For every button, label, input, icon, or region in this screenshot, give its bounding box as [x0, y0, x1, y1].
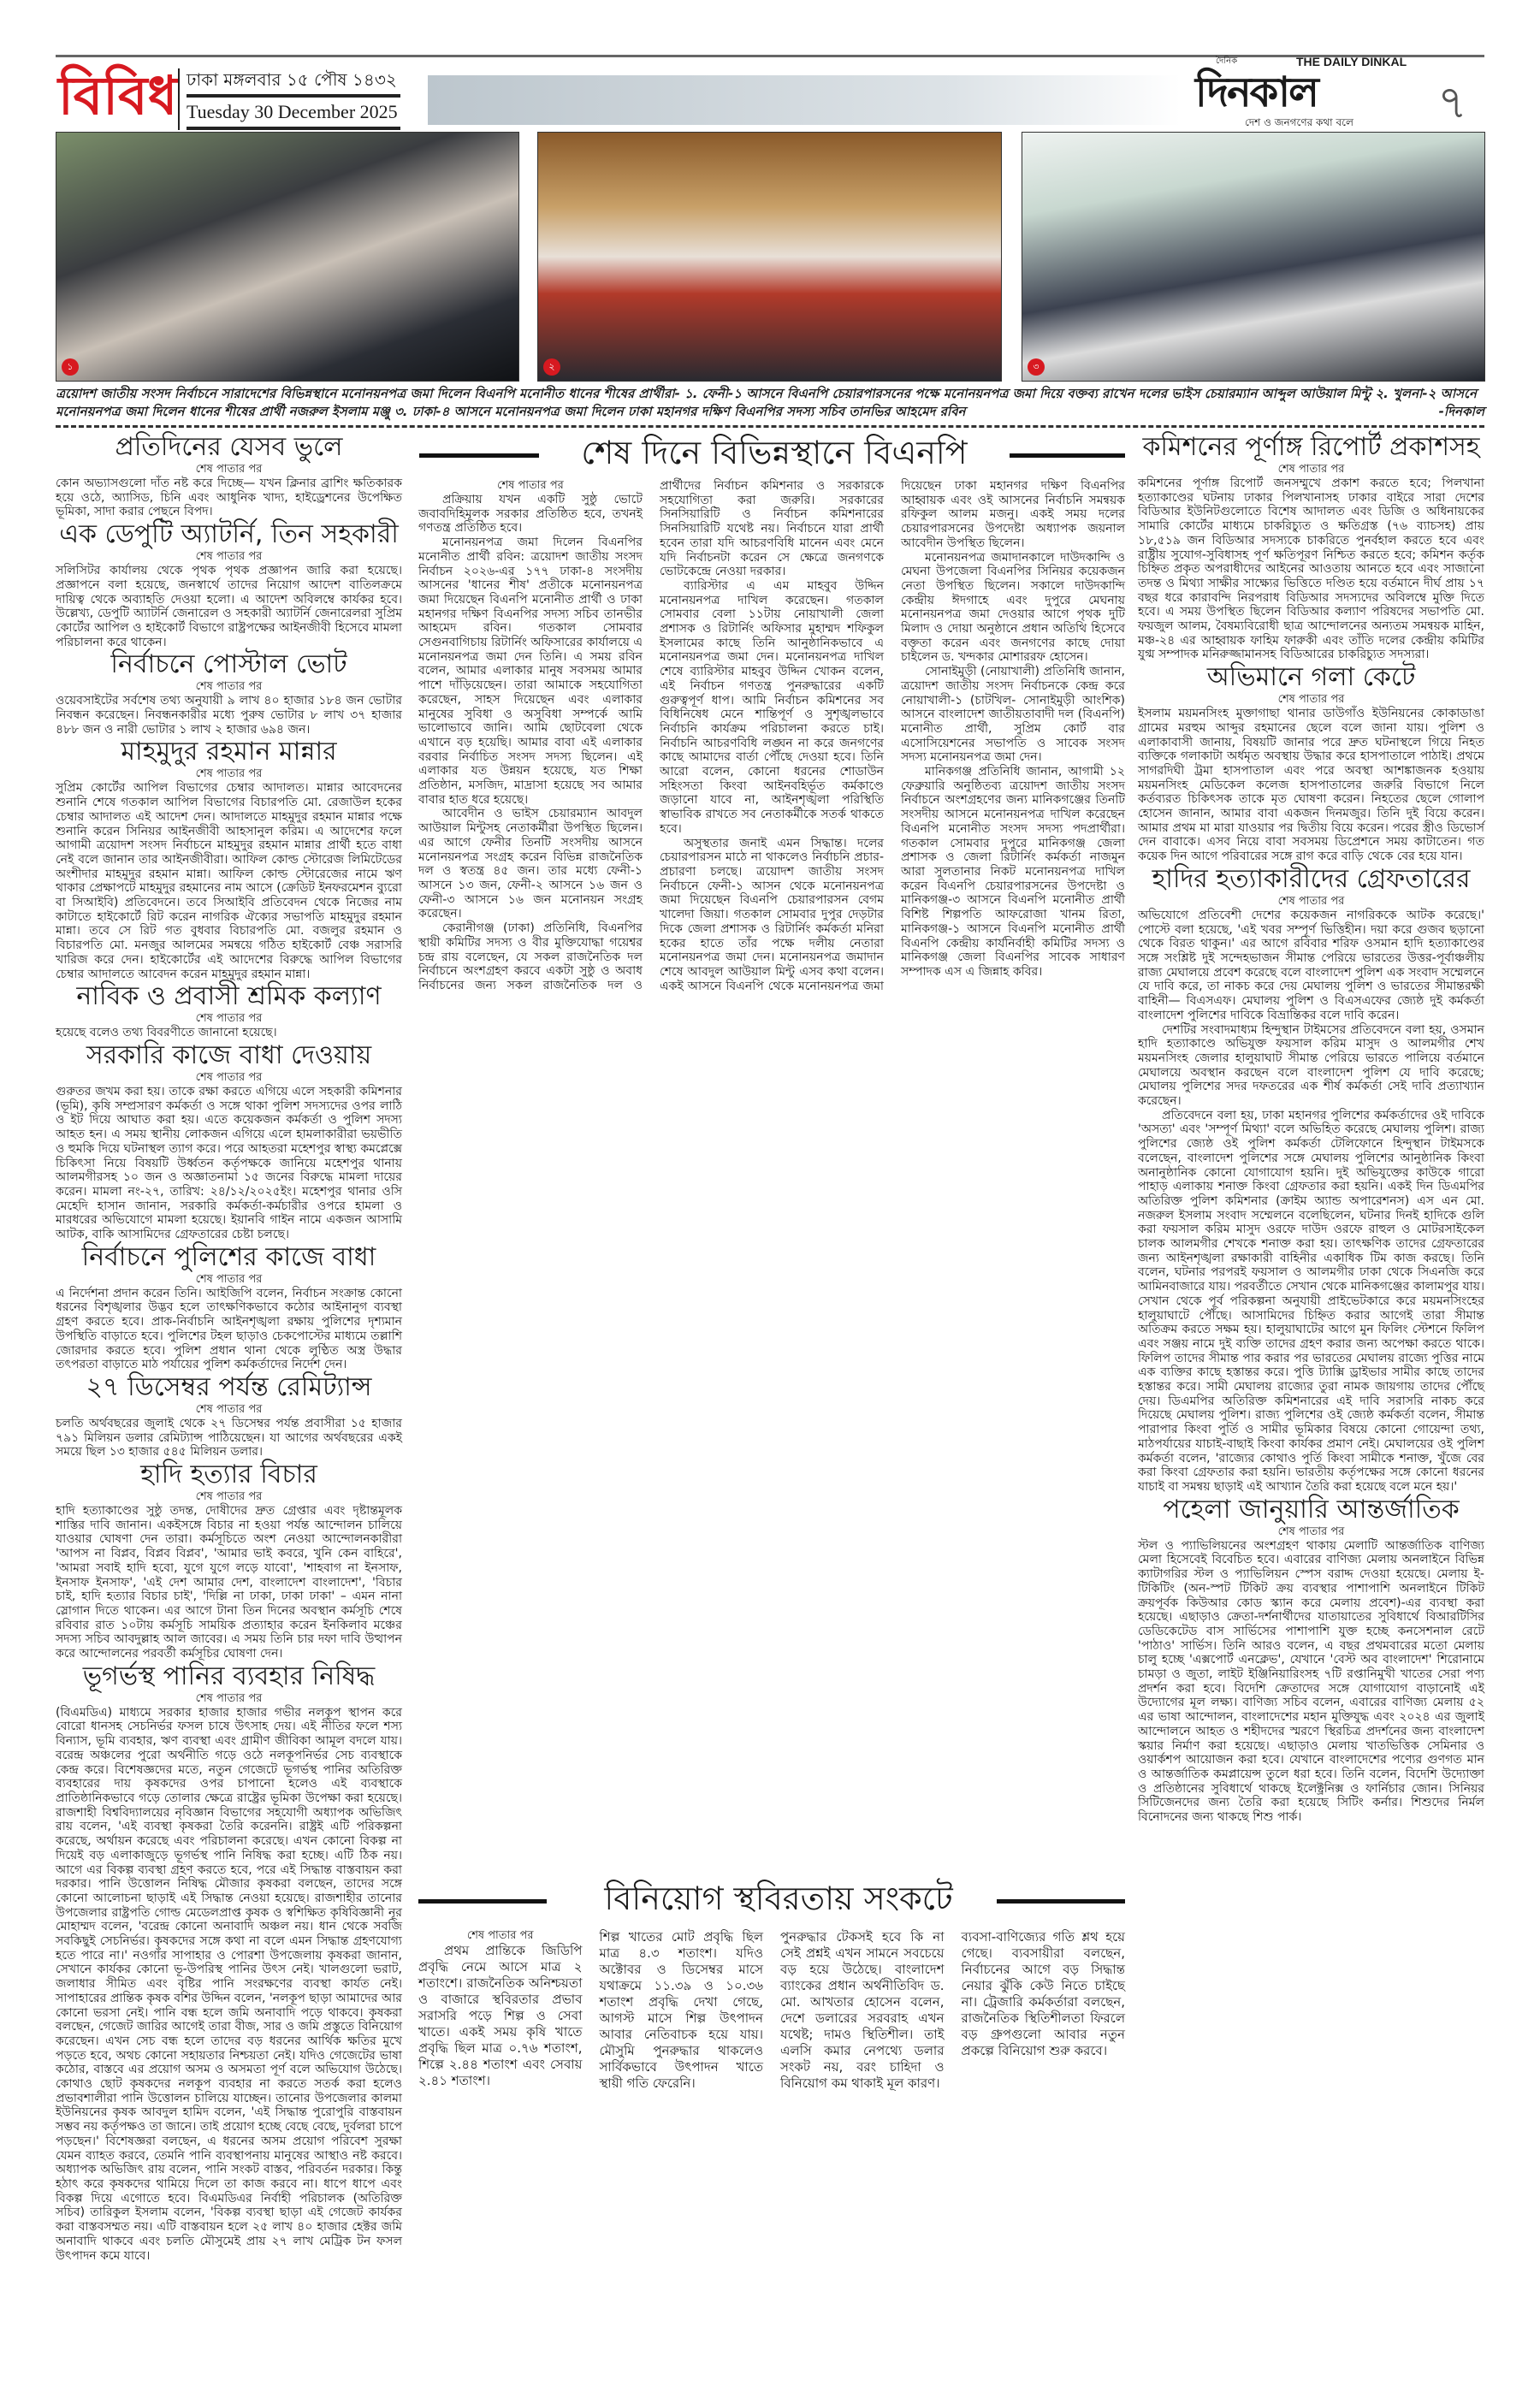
investment-headline: বিনিয়োগ স্থবিরতায় সংকটে: [604, 1880, 953, 1917]
logo-wordmark: দিনকাল: [1195, 68, 1318, 116]
headline-rule-left: [418, 1899, 547, 1904]
continued-from-label: শেষ পাতার পর: [1277, 463, 1345, 476]
article-headline: কমিশনের পূর্ণাঙ্গ রিপোর্ট প্রকাশসহ: [1142, 432, 1480, 462]
continued-from-label: শেষ পাতার পর: [195, 1402, 263, 1416]
photo-number-badge: ৩: [1028, 358, 1045, 376]
logo-prefix: দৈনিক: [1216, 56, 1238, 66]
article-headline: পহেলা জানুয়ারি আন্তর্জাতিক: [1163, 1494, 1460, 1525]
news-photo-2: [537, 132, 1002, 382]
article-paragraph: শিল্প খাতের মোট প্রবৃদ্ধি ছিল মাত্র ৪.৩ শতাংশ। যদিও অক্টোবর ও ডিসেম্বর মাসে যথাক্রমে ১১.৩৯ ও ১০.৩৬ শতাংশ প্রবৃদ্ধি দেখা গেছে, আগস্ট মাসে শিল্প উৎপাদন আবার নেতিবাচক হয়ে যায়। মৌসুমি পুনরুদ্ধার থাকলেও সার্বিকভাবে উৎপাদন খাতে স্থায়ী গতি ফেরেনি।: [599, 1929, 763, 2091]
article-paragraph: প্রথম প্রান্তিকে জিডিপি প্রবৃদ্ধি নেমে আসে মাত্র ২ শতাংশে। রাজনৈতিক অনিশ্চয়তা ও বাজারে স্থবিরতার প্রভাব সরাসরি পড়ে শিল্প ও সেবা খাতে। একই সময় কৃষি খাতে প্রবৃদ্ধি ছিল মাত্র ০.৭৬ শতাংশ, শিল্পে ২.৪৪ শতাংশ এবং সেবায় ২.৪১ শতাংশ।: [418, 1943, 583, 2088]
continued-from-label: শেষ পাতার পর: [195, 1490, 263, 1504]
article-headline: নাবিক ও প্রবাসী শ্রমিক কল্যাণ: [76, 981, 382, 1012]
column-1: [56, 432, 402, 2263]
continued-from-label: শেষ পাতার পর: [195, 1691, 263, 1705]
caption-text: ত্রয়োদশ জাতীয় সংসদ নির্বাচনে সারাদেশের বিভিন্নস্থানে মনোনয়নপত্র জমা দিলেন বিএনপি মনোনীত ধানের শীষের প্রার্থীরা- ১. ফেনী-১ আসনে বিএনপি চেয়ারপারসনের পক্ষে মনোনয়নপত্র জমা দিয়ে বক্তব্য রাখেন দলের ভাইস চেয়ারম্যান আব্দুল আউয়াল মিন্টু ২. খুলনা-২ আসনে মনোনয়নপত্র জমা দিলেন ধানের শীষের প্রার্থী নজরুল ইসলাম মঞ্জু ৩. ঢাকা-৪ আসনে মনোনয়নপত্র জমা দিলেন ঢাকা মহানগর দক্ষিণ বিএনপির সদস্য সচিব তানভির আহমেদ রবিন: [56, 386, 1477, 419]
article-headline: মাহমুদুর রহমান মান্নার: [121, 737, 337, 767]
investment-article-body: [418, 1929, 1125, 2092]
logo-english: THE DAILY DINKAL: [1296, 55, 1407, 68]
article-paragraph: গুরুতর জখম করা হয়। তাকে রক্ষা করতে এগিয়ে এলে সহকারী কমিশনার (ভূমি), কৃষি সম্প্রসারণ কর্মকর্তা ও সঙ্গে থাকা পুলিশ সদস্যদের ওপর লাঠি ও ইট দিয়ে আঘাত করা হয়। এতে কয়েকজন কর্মকর্তা ও পুলিশ সদস্য আহত হন। এ সময় স্থানীয় লোকজন এগিয়ে এলে হামলাকারীরা ভয়ভীতি ও হুমকি দিয়ে ঘটনাস্থল ত্যাগ করে। পরে আহতরা মহেশপুর স্বাস্থ্য কমপ্লেক্সে চিকিৎসা নিয়ে বিষয়টি উর্ধ্বতন কর্তৃপক্ষকে জানিয়ে মহেশপুর থানায় আলমগীরসহ ১০ জন ও অজ্ঞাতনামা ১৫ জনের বিরুদ্ধে মামলা দায়ের করেন। মামলা নং-২৭, তারিখ: ২৪/১২/২০২৫ইং। মহেশপুর থানার ওসি মেহেদি হাসান জানান, সরকারি কর্মকর্তা-কর্মচারীর ওপরে হামলা ও মারধরের অভিযোগে মামলা হয়েছে। ইয়ানবি গাইন নামে একজন আসামি আটক, বাকি আসামিদের গ্রেফতারের চেষ্টা চলছে।: [56, 1084, 402, 1242]
continued-from-label: শেষ পাতার পর: [195, 1012, 263, 1026]
news-photo-1: [56, 132, 519, 382]
article-paragraph: মনোনয়নপত্র জমাদানকালে দাউদকান্দি ও মেঘনা উপজেলা বিএনপির সিনিয়র কয়েকজন নেতা উপস্থিত ছিলেন। সকালে দাউদকান্দি কেন্দ্রীয় ঈদগাহে এবং দুপুরে মেঘনায় মনোনয়নপত্র জমা দেওয়ার আগে পৃথক দুটি মিলাদ ও দোয়া অনুষ্ঠানে প্রধান অতিথি হিসেবে বক্তৃতা করেন এবং জনগণের কাছে দোয়া চাইলেন ড. খন্দকার মোশাররফ হোসেন।: [901, 550, 1125, 665]
article-paragraph: কোন অভ্যাসগুলো দাঁত নষ্ট করে দিচ্ছে— যখন ক্লিনার ব্রাশিং ক্ষতিকারক হয়ে ওঠে, অ্যাসিড, চিনি এবং আধুনিক খাদ্য, হাইড্রেশনের উপেক্ষিত ভূমিকা, সাদা করার পেছনে বিপদ।: [56, 477, 402, 519]
article-headline: হাদি হত্যার বিচার: [140, 1459, 317, 1490]
section-title: বিবিধ: [58, 64, 178, 127]
continued-from-label: শেষ পাতার পর: [195, 1070, 263, 1084]
article-paragraph: চলতি অর্থবছরের জুলাই থেকে ২৭ ডিসেম্বর পর্যন্ত প্রবাসীরা ১৫ হাজার ৭৯১ মিলিয়ন ডলার রেমিট্যান্স পাঠিয়েছেন। যা আগের অর্থবছরের একই সময়ে ছিল ১৩ হাজার ৫৪৫ মিলিয়ন ডলার।: [56, 1416, 402, 1459]
article-paragraph: অসুস্থতার জনাই এমন সিদ্ধান্ত। দলের চেয়ারপারসন মাঠে না থাকলেও নির্বাচনি প্রচার-প্রচারণা চলছে। ত্রয়োদশ জাতীয় সংসদ নির্বাচনে ফেনী-১ আসন থেকে মনোনয়নপত্র জমা দিয়েছেন বিএনপি চেয়ারপারসন বেগম খালেদা জিয়া। গতকাল সোমবার দুপুর দেড়টার দিকে জেলা প্রশাসক ও রিটার্নিং কর্মকর্তা মনিরা হকের হাতে তাঁর পক্ষে দলীয় নেতারা মনোনয়নপত্র জমা দেন। মনোনয়নপত্র জমাদান শেষে আবদুল আউয়াল মিন্টু এসব কথা বলেন। একই আসনে বিএনপি থেকে মনোনয়নপত্র জমা দিয়েছেন ঢাকা মহানগর দক্ষিণ বিএনপির আহ্বায়ক এবং ওই আসনের নির্বাচনি সমন্বয়ক রফিকুল আলম মজনু। একই সময় দলের চেয়ারপারসনের উপদেষ্টা অধ্যাপক জয়নাল আবেদীন উপস্থিত ছিলেন।: [660, 479, 1125, 993]
article-paragraph: মনোনয়নপত্র জমা দিলেন বিএনপির মনোনীত প্রার্থী রবিন: ত্রয়োদশ জাতীয় সংসদ নির্বাচন ২০২৬-এর ১৭৭ ঢাকা-৪ সংসদীয় আসনের 'ধানের শীষ' প্রতীকে মনোনয়নপত্র জমা দিয়েছেন বিএনপি মনোনীত প্রার্থী ও ঢাকা মহানগর দক্ষিণ বিএনপির সদস্য সচিব তানভীর আহমেদ রবিন। গতকাল সোমবার সেগুনবাগিচায় রিটার্নিং অফিসারের কার্যালয়ে এ মনোনয়নপত্র জমা দেন তিনি। এ সময় রবিন বলেন, আমার এলাকার মানুষ সবসময় আমার পাশে দাঁড়িয়েছেন। তারা আমাকে সহযোগিতা করেছেন, সাহস দিয়েছেন এবং এলাকার মানুষের সুবিধা ও অসুবিধা সম্পর্কে আমি ভালোভাবে জানি। আমি ছোটবেলা থেকে এখানে বড় হয়েছি। আমার বাবা এই এলাকার বরবার নির্বাচিত সংসদ সদস্য ছিলেন। এই এলাকার যত উন্নয়ন হয়েছে, যত শিক্ষা প্রতিষ্ঠান, মসজিদ, মাদ্রাসা হয়েছে সব আমার বাবার হাত ধরে হয়েছে।: [418, 536, 643, 807]
article-headline: এক ডেপুটি অ্যাটর্নি, তিন সহকারী: [59, 519, 399, 550]
newspaper-logo: [1194, 55, 1416, 130]
continued-from-label: শেষ পাতার পর: [1277, 1525, 1345, 1538]
article-headline: নির্বাচনে পুলিশের কাজে বাধা: [81, 1241, 376, 1272]
photo-number-badge: ২: [543, 358, 560, 376]
article-headline: প্রতিদিনের যেসব ভুলে: [115, 432, 343, 462]
article-paragraph: (বিএমডিএ) মাধ্যমে সরকার হাজার হাজার গভীর নলকূপ স্থাপন করে বোরো ধানসহ সেচনির্ভর ফসল চাষে উৎসাহ দেয়। এই নীতির ফলে শস্য বিন্যাস, ভূমি ব্যবহার, ঋণ ব্যবস্থা এবং গ্রামীণ জীবিকা আমূল বদলে যায়। বরেন্দ্র অঞ্চলের পুরো অর্থনীতি গড়ে ওঠে নলকূপনির্ভর সেচ ব্যবস্থাকে কেন্দ্র করে। বিশেষজ্ঞদের মতে, নতুন গেজেটে ভূগর্ভস্থ পানির অতিরিক্ত ব্যবহারের দায় কৃষকদের ওপর চাপানো হলেও এই ব্যবস্থাকে প্রাতিষ্ঠানিকভাবে গড়ে তোলার ক্ষেত্রে রাষ্ট্রের ভূমিকা উপেক্ষা করা হয়েছে। রাজশাহী বিশ্ববিদ্যালয়ের নৃবিজ্ঞান বিভাগের সহযোগী অধ্যাপক অভিজিৎ রায় বলেন, 'এই ব্যবস্থা কৃষকরা তৈরি করেননি। রাষ্ট্রই এটি পরিকল্পনা করেছে, অর্থায়ন করেছে এবং পরিচালনা করেছে। এখন কোনো বিকল্প না দিয়েই বড় এলাকাজুড়ে ভূগর্ভস্থ পানি নিষিদ্ধ করা হচ্ছে। এটি ঠিক নয়। আগে এর বিকল্প ব্যবস্থা গ্রহণ করতে হবে, পরে এই সিদ্ধান্ত বাস্তবায়ন করা দরকার। পানি উত্তোলন নিষিদ্ধ মৌজার কৃষকরা বলছেন, তাদের সঙ্গে কোনো আলোচনা ছাড়াই এই সিদ্ধান্ত নেওয়া হয়েছে। রাজশাহীর তানোর উপজেলার রাষ্ট্রপতি গোল্ড মেডেলপ্রাপ্ত কৃষক ও স্বশিক্ষিত কৃষিবিজ্ঞানী নূর মোহাম্মদ বলেন, 'বরেন্দ্র কোনো অনাবাদি অঞ্চল নয়। ধান থেকে সবজি সবকিছুই সেচনির্ভর। কৃষকদের সঙ্গে কথা না বলে এমন সিদ্ধান্ত গ্রহণযোগ্য হতে পারে না।' নওগাঁর সাপাহার ও পোরশা উপজেলায় কৃষকরা জানান, সেখানে কার্যকর কোনো ভূ-উপরিস্থ পানির উৎস নেই। খালগুলো ভরাট, জলাধার সীমিত এবং বৃষ্টির পানি সংরক্ষণের ব্যবস্থা কার্যত নেই। সাপাহারের প্রান্তিক কৃষক বশির উদ্দিন বলেন, 'নলকূপ ছাড়া আমাদের আর কোনো ভরসা নেই। পানি বন্ধ হলে জমি অনাবাদি পড়ে থাকবে। কৃষকরা বলছেন, গেজেট জারির আগেই তারা বীজ, সার ও জমি প্রস্তুতে বিনিয়োগ করেছেন। এখন সেচ বন্ধ হলে তাদের বড় ধরনের আর্থিক ক্ষতির মুখে পড়তে হবে, অথচ কোনো সহায়তার নিশ্চয়তা নেই। যদিও গেজেটের ভাষা কঠোর, বাস্তবে এর প্রয়োগ অসম ও অসমতা পূর্ণ বলে অভিযোগ উঠেছে। কোথাও ছোট কৃষকদের নলকূপ ব্যবহার না করতে সতর্ক করা হলেও প্রভাবশালীরা পানি উত্তোলন চালিয়ে যাচ্ছেন। তানোর উপজেলার কালমা ইউনিয়নের কৃষক আবদুল হামিদ বলেন, 'এই সিদ্ধান্ত পুরোপুরি বাস্তবায়ন সম্ভব নয় কর্তৃপক্ষও তা জানে। তাই প্রয়োগ হচ্ছে বেছে বেছে, দুর্বলরা চাপে পড়ছেন।' বিশেষজ্ঞরা বলছেন, এ ধরনের অসম প্রয়োগ পরিবেশ সুরক্ষা যেমন ব্যাহত করবে, তেমনি পানি ব্যবস্থাপনায় মানুষের আস্থাও নষ্ট করবে। অধ্যাপক অভিজিৎ রায় বলেন, পানি সংকট বাস্তব, পরিবর্তন দরকার। কিন্তু হঠাৎ করে কৃষকদের থামিয়ে দিলে তা কাজ করবে না। ধাপে ধাপে এবং বিকল্প দিয়ে এগোতে হবে। বিএমডিএর নির্বাহী পরিচালক (অতিরিক্ত সচিব) তারিকুল ইসলাম বলেন, 'বিকল্প ব্যবস্থা ছাড়া এই গেজেট কার্যকর করা বাস্তবসম্মত নয়। এটি বাস্তবায়ন হলে ২৫ লাখ ৪০ হাজার হেক্টর জমি অনাবাদি থাকবে এবং চলতি মৌসুমেই প্রায় ২৭ লাখ মেট্রিক টন ফসল উৎপাদন কমে যাবে।: [56, 1705, 402, 2263]
article-paragraph: আবেদীন ও ভাইস চেয়ারম্যান আবদুল আউয়াল মিন্টুসহ নেতাকর্মীরা উপস্থিত ছিলেন। এর আগে ফেনীর তিনটি সংসদীয় আসনে মনোনয়নপত্র সংগ্রহ করেন বিভিন্ন রাজনৈতিক দল ও স্বতন্ত্র ৪৫ জন। তার মধ্যে ফেনী-১ আসনে ১৩ জন, ফেনী-২ আসনে ১৬ জন ও ফেনী-৩ আসনে ১৬ জন মনোনয়ন সংগ্রহ করেছেন।: [418, 807, 643, 921]
bnp-headline: শেষ দিনে বিভিন্নস্থানে বিএনপি: [581, 434, 968, 471]
article-paragraph: ব্যারিস্টার এ এম মাহবুব উদ্দিন মনোনয়নপত্র দাখিল করেছেন। গতকাল সোমবার বেলা ১১টায় নোয়াখালী জেলা প্রশাসক ও রিটার্নিং অফিসার মুহাম্মদ শফিকুল ইসলামের কাছে তিনি আনুষ্ঠানিকভাবে এ মনোনয়নপত্র জমা দেন। মনোনয়নপত্র দাখিল শেষে ব্যারিস্টার মাহবুব উদ্দিন খোকন বলেন, এই নির্বাচন গণতন্ত্র পুনরুদ্ধারের একটি গুরুত্বপূর্ণ ধাপ। আমি নির্বাচন কমিশনের সব বিধিনিষেধ মেনে শান্তিপূর্ণ ও সুশৃঙ্খলভাবে নির্বাচনি কার্যক্রম পরিচালনা করতে চাই। নির্বাচনি আচরণবিধি লঙ্ঘন না করে জনগণের কাছে আমাদের বার্তা পৌঁছে দেওয়া হবে। তিনি আরো বলেন, কোনো ধরনের শোডাউন সহিংসতা কিংবা আইনবহির্ভূত কর্মকাণ্ডে জড়ানো যাবে না, আইনশৃঙ্খলা পরিস্থিতি স্বাভাবিক রাখতে সব নেতাকর্মীকে সতর্ক থাকতে হবে।: [660, 578, 884, 836]
headline-rule-right: [1010, 453, 1125, 458]
article-paragraph: প্রক্রিয়ায় যখন একটি সুষ্ঠু ভোটে জবাবদিহিমূলক সরকার প্রতিষ্ঠিত হবে, তখনই গণতন্ত্র প্রতিষ্ঠিত হবে।: [418, 493, 643, 536]
article-headline: ২৭ ডিসেম্বর পর্যন্ত রেমিট্যান্স: [86, 1371, 372, 1402]
article-paragraph: অভিযোগে প্রতিবেশী দেশের কয়েকজন নাগরিককে আটক করেছে।' পোস্টে বলা হয়েছে, 'এই খবর সম্পূর্ণ ভিত্তিহীন। দয়া করে গুজব ছড়ানো থেকে বিরত থাকুন।' এর আগে রবিবার শরিফ ওসমান হাদি হত্যাকাণ্ডের সঙ্গে সংশ্লিষ্ট দুই সন্দেহভাজন সীমান্ত পেরিয়ে ভারতের উত্তর-পূর্বাঞ্চলীয় রাজ্য মেঘালয়ে প্রবেশ করেছে বলে বাংলাদেশ পুলিশ এক সংবাদ সম্মেলনে যে দাবি করে, তা নাকচ করে দেয় মেঘালয় পুলিশ ও ভারতের সীমান্তরক্ষী বাহিনী— বিএসএফ। মেঘালয় পুলিশ ও বিএসএফের জ্যেষ্ঠ দুই কর্মকর্তা বাংলাদেশ পুলিশের দাবিকে বিভ্রান্তিকর বলে দাবি করেন।: [1138, 908, 1484, 1022]
continued-from-label: শেষ পাতার পর: [195, 550, 263, 564]
masthead-divider: [178, 68, 180, 130]
article-headline: অভিমানে গলা কেটে: [1206, 662, 1416, 693]
article-paragraph: ইসলাম ময়মনসিংহ মুক্তাগাছা থানার ডাউগাঁও ইউনিয়নের কোকাডাঙা গ্রামের মরহুম আব্দুর রহমানের ছেলে বলে জানা যায়। পুলিশ ও এলাকাবাসী জানায়, বিষয়টি জানার পরে দ্রুত ঘটনাস্থলে গিয়ে নিহত ব্যক্তিকে গলাকাটা অর্ধমৃত অবস্থায় উদ্ধার করে হাসপাতালে পাঠাই। প্রথমে সাগরদিঘী ট্রমা হাসপাতাল এবং পরে অবস্থা আশঙ্কাজনক হওয়ায় ময়মনসিংহ মেডিকেল কলেজ হাসপাতালের জরুরি বিভাগে নিলে কর্তব্যরত চিকিৎসক তাকে মৃত ঘোষণা করেন। নিহতের ছেলে গোলাপ হোসেন জানান, আমার বাবা একজন দিনমজুর। তিনি দুই বিয়ে করেন। আমার প্রথম মা মারা যাওয়ার পর দ্বিতীয় বিয়ে করেন। পরের স্ত্রীও ডিভোর্স দেন বাবাকে। এসব নিয়ে বাবা সবসময় ডিপ্রেশনে সময় কাটাতেন। গত কয়েক দিন আগে পরিবারের সঙ্গে রাগ করে বাড়ি থেকে বের হয়ে যান।: [1138, 707, 1484, 864]
article-paragraph: ব্যবসা-বাণিজ্যের গতি শ্লথ হয়ে গেছে। ব্যবসায়ীরা বলছেন, নির্বাচনের আগে বড় সিদ্ধান্ত নেয়ার ঝুঁকি কেউ নিতে চাইছে না। ট্রেজারি কর্মকর্তারা বলছেন, রাজনৈতিক স্থিতিশীলতা ফিরলে বড় গ্রুপগুলো আবার নতুন প্রকল্পে বিনিয়োগ শুরু করবে।: [961, 1929, 1125, 2058]
dashed-divider: [56, 425, 1484, 428]
article-paragraph: প্রতিবেদনে বলা হয়, ঢাকা মহানগর পুলিশের কর্মকর্তাদের ওই দাবিকে 'অসত্য' এবং 'সম্পূর্ণ মিথ্যা' বলে অভিহিত করেছে মেঘালয় পুলিশ। রাজ্য পুলিশের জ্যেষ্ঠ ওই পুলিশ কর্মকর্তা টেলিফোনে হিন্দুস্থান টাইমসকে বলেছেন, বাংলাদেশ পুলিশের সঙ্গে মেঘালয় পুলিশের আনুষ্ঠানিক কিংবা অনানুষ্ঠানিক কোনো যোগাযোগ হয়নি। দুই অভিযুক্তের কাউকে গারো পাহাড় এলাকায় শনাক্ত কিংবা গ্রেফতার করা হয়নি। একই দিন ডিএমপির অতিরিক্ত পুলিশ কমিশনার (ক্রাইম অ্যান্ড অপারেশনস) এস এন মো. নজরুল ইসলাম সংবাদ সম্মেলনে বলেছিলেন, ঘটনার দিনই হাদিকে গুলি করা ফয়সাল করিম মাসুদ ওরফে দাউদ ওরফে রাহুল ও মোটরসাইকেল চালক আলমগীর শেখকে শনাক্ত করা হয়। তাৎক্ষণিক তাদের গ্রেফতারের জন্য আইনশৃঙ্খলা রক্ষাকারী বাহিনীর একাধিক টিম কাজ করছে। তিনি বলেন, ঘটনার পরপরই ফয়সাল ও আলমগীর ঢাকা থেকে সিএনজি করে আমিনবাজারে যায়। পরবর্তীতে সেখান থেকে মানিকগঞ্জের কালামপুর যায়। সেখান থেকে পূর্ব পরিকল্পনা অনুযায়ী প্রাইভেটকারে করে ময়মনসিংহের হালুয়াঘাটে পৌঁছে। আসামিদের চিহ্নিত করার আগেই তারা সীমান্ত অতিক্রম করতে সক্ষম হয়। হালুয়াঘাটের আগে মুন ফিলিং স্টেশনে ফিলিপ এবং সঞ্জয় নামে দুই ব্যক্তি তাদের গ্রহণ করার জন্য অপেক্ষা করতে থাকে। ফিলিপ তাদের সীমান্ত পার করার পর ভারতের মেঘালয় রাজ্যে পুত্তির নামে এক ব্যক্তির কাছে হস্তান্তর করে। পুত্তি ট্যাক্সি ড্রাইভার সামীর কাছে তাদের হস্তান্তর করে। সামী মেঘালয় রাজ্যের তুরা নামক জায়গায় তাদের পৌঁছে দেয়। ডিএমপির অতিরিক্ত কমিশনারের এই দাবি সরাসরি নাকচ করে দিয়েছে মেঘালয় পুলিশ। রাজ্য পুলিশের ওই জ্যেষ্ঠ কর্মকর্তা বলেন, সীমান্ত পারাপার কিংবা পুর্তি ও সামীর ভূমিকার বিষয়ে কোনো গোয়েন্দা তথ্য, মাঠপর্যায়ের যাচাই-বাছাই কিংবা কার্যকর প্রমাণ নেই। মেঘালয়ের ওই পুলিশ কর্মকর্তা বলেন, 'রাজ্যের কোথাও পুর্তি কিংবা সামীকে শনাক্ত, খুঁজে বের করা কিংবা গ্রেফতার করা হয়নি। ভারতীয় কর্তৃপক্ষের সঙ্গে কোনো ধরনের যাচাই বা সমন্বয় ছাড়াই এই আখ্যান তৈরি করা হয়েছে বলে মনে হয়।': [1138, 1108, 1484, 1494]
logo-tagline: দেশ ও জনগণের কথা বলে: [1245, 116, 1353, 128]
column-4: [1138, 432, 1484, 1825]
article-paragraph: হয়েছে বলেও তথ্য বিবরণীতে জানানো হয়েছে।: [56, 1026, 277, 1040]
continued-from-label: শেষ পাতার পর: [195, 680, 263, 694]
article-paragraph: মানিকগঞ্জ প্রতিনিধি জানান, আগামী ১২ ফেব্রুয়ারি অনুষ্ঠিতব্য ত্রয়োদশ জাতীয় সংসদ নির্বাচনে অংশগ্রহণের জন্য মানিকগঞ্জের তিনটি সংসদীয় আসনে মনোনয়নপত্র দাখিল করেছেন বিএনপি মনোনীত সংসদ সদস্য পদপ্রার্থীরা। গতকাল সোমবার দুপুরে মানিকগঞ্জ জেলা প্রশাসক ও জেলা রিটার্নিং কর্মকর্তা নাজমুন আরা সুলতানার নিকট মনোনয়নপত্র দাখিল করেন বিএনপি চেয়ারপারসনের উপদেষ্টা ও মানিকগঞ্জ-৩ আসনে বিএনপি মনোনীত প্রার্থী বিশিষ্ট শিল্পপতি আফরোজা খানম রিতা, মানিকগঞ্জ-১ আসনে বিএনপি মনোনীত প্রার্থী বিএনপি কেন্দ্রীয় কার্যনির্বাহী কমিটির সদস্য ও মানিকগঞ্জ জেলা বিএনপির সাবেক সাধারণ সম্পাদক এস এ জিন্নাহ কবির।: [901, 765, 1125, 979]
article-paragraph: দেশটির সংবাদমাধ্যম হিন্দুস্থান টাইমসের প্রতিবেদনে বলা হয়, ওসমান হাদি হত্যাকাণ্ডে অভিযুক্ত ফয়সাল করিম মাসুদ ও আলমগীর শেখ ময়মনসিংহ জেলার হালুয়াঘাট সীমান্ত পেরিয়ে ভারতে পালিয়ে বর্তমানে মেঘালয়ে অবস্থান করছেন বলে বাংলাদেশ পুলিশ যে দাবি করেছে; মেঘালয় পুলিশের সদর দফতরের এক শীর্ষ কর্মকর্তা সেই দাবি প্রত্যাখ্যান করেছেন।: [1138, 1022, 1484, 1109]
article-paragraph: হাদি হত্যাকাণ্ডের সুষ্ঠু তদন্ত, দোষীদের দ্রুত গ্রেপ্তার এবং দৃষ্টান্তমূলক শাস্তির দাবি জানান। একইসঙ্গে বিচার না হওয়া পর্যন্ত আন্দোলন চালিয়ে যাওয়ার ঘোষণা দেন তারা। কর্মসূচিতে অংশ নেওয়া আন্দোলনকারীরা 'আপস না বিপ্লব, বিপ্লব বিপ্লব', 'আমার ভাই কবরে, খুনি কেন বাহিরে', 'আমরা সবাই হাদি হবো, যুগে যুগে লড়ে যাবো', 'শাহবাগ না ইনসাফ, ইনসাফ ইনসাফ', 'এই দেশ আমার দেশ, বাংলাদেশ বাংলাদেশ', 'বিচার চাই, হাদি হত্যার বিচার চাই', 'দিল্লি না ঢাকা, ঢাকা ঢাকা' – এমন নানা স্লোগান দিতে থাকেন। এর আগে টানা তিন দিনের অবস্থান কর্মসূচি শেষে রবিবার রাত ১০টায় কর্মসূচি সাময়িক প্রত্যাহার করেন ইনকিলাব মঞ্চের সদস্য সচিব আবদুল্লাহ আল জাবের। এ সময় তিনি চার দফা দাবি উত্থাপন করে আন্দোলনের পরবর্তী কর্মসূচির ঘোষণা দেন।: [56, 1504, 402, 1661]
article-headline: ভূগর্ভস্থ পানির ব্যবহার নিষিদ্ধ: [82, 1661, 376, 1691]
continued-from-label: শেষ পাতার পর: [497, 479, 564, 492]
photo-number-badge: ১: [62, 358, 79, 376]
continued-from-label: শেষ পাতার পর: [195, 463, 263, 476]
headline-rule-left: [419, 453, 539, 458]
dateline: [187, 65, 400, 130]
photo-caption: [56, 385, 1484, 421]
date-english: Tuesday 30 December 2025: [187, 98, 400, 130]
continued-from-label: শেষ পাতার পর: [195, 1272, 263, 1286]
article-paragraph: পুনরুদ্ধার টেকসই হবে কি না সেই প্রশ্নই এখন সামনে সবচেয়ে বড় হয়ে উঠেছে। বাংলাদেশ ব্যাংকের প্রধান অর্থনীতিবিদ ড. মো. আখতার হোসেন বলেন, দেশে ডলারের সরবরাহ এখন যথেষ্ট; দামও স্থিতিশীল। তাই এলসি কমার নেপথ্যে ডলার সংকট নয়, বরং চাহিদা ও বিনিয়োগ কম থাকাই মূল কারণ।: [780, 1929, 945, 2091]
continued-from-label: শেষ পাতার পর: [1277, 693, 1345, 707]
masthead-banner: [428, 75, 1181, 125]
page-number: ৭: [1437, 75, 1468, 129]
news-photo-3: [1022, 132, 1485, 382]
caption-credit: -দিনকাল: [1438, 404, 1484, 419]
bnp-article-body: [418, 479, 1125, 993]
continued-from-label: শেষ পাতার পর: [466, 1929, 534, 1942]
continued-from-label: শেষ পাতার পর: [1277, 894, 1345, 908]
article-headline: সরকারি কাজে বাধা দেওয়ায়: [86, 1039, 372, 1070]
article-paragraph: কেরানীগঞ্জ (ঢাকা) প্রতিনিধি, বিএনপির স্থায়ী কমিটির সদস্য ও বীর মুক্তিযোদ্ধা গয়েশ্বর চন্দ্র রায় বলেছেন, যে সকল রাজনৈতিক দল নির্বাচনে অংশগ্রহণ করবে একটা সুষ্ঠু ও অবাধ নির্বাচনের জন্য সকল রাজনৈতিক দল ও প্রার্থীদের নির্বাচন কমিশনার ও সরকারকে সহযোগিতা করা জরুরি। সরকারের সিনসিয়ারিটি ও নির্বাচন কমিশনারের সিনসিয়ারিটি যথেষ্ট নয়। নির্বাচনে যারা প্রার্থী হবেন তারা যদি আচরণবিধি মানেন এবং মেনে যদি নির্বাচনটা করেন সে ক্ষেত্রে জনগণকে ভোটকেন্দ্রে নেওয়া দরকার।: [418, 479, 884, 992]
article-paragraph: ওয়েবসাইটের সর্বশেষ তথ্য অনুযায়ী ৯ লাখ ৪০ হাজার ১৮৪ জন ভোটার নিবন্ধন করেছেন। নিবন্ধনকারীর মধ্যে পুরুষ ভোটার ৮ লাখ ৩৭ হাজার ৪৮৮ জন ও নারী ভোটার ১ লাখ ২ হাজার ৬৯৪ জন।: [56, 694, 402, 737]
article-paragraph: সুপ্রিম কোর্টের আপিল বিভাগের চেম্বার আদালত। মান্নার আবেদনের শুনানি শেষে গতকাল আপিল বিভাগের বিচারপতি মো. রেজাউল হকের চেম্বার আদালত এই আদেশ দেন। আদালতে মাহমুদুর রহমান মান্নার পক্ষে শুনানি করেন সিনিয়র আইনজীবী আহসানুল করিম। এ আদেশের ফলে আগামী ত্রয়োদশ সংসদ নির্বাচনে মাহমুদুর রহমান মান্নার প্রার্থী হতে বাধা নেই বলে জানান তার আইনজীবীরা। আফিল কোল্ড স্টোরেজ লিমিটেডের অংশীদার মাহমুদুর রহমান মান্না। আফিল কোল্ড স্টোরেজের নামে ঋণ থাকার প্রেক্ষাপটে মাহমুদুর রহমানের নাম আসে (ক্রেডিট ইনফরমেশন ব্যুরো বা সিআইবি) প্রতিবেদনে। তবে সিআইবি প্রতিবেদন থেকে নিজের নাম কাটাতে হাইকোর্টে রিট করেন নাগরিক ঐক্যের সভাপতি মাহমুদুর রহমান মান্না। তবে সে রিট গত বুধবার বিচারপতি মো. বজলুর রহমান ও বিচারপতি মো. মনজুর আলমের সমন্বয়ে গঠিত হাইকোর্ট বেঞ্চ সরাসরি খারিজ করে দেন। হাইকোর্টের এই আদেশের বিরুদ্ধে আপিল বিভাগের চেম্বার আদালতে আবেদন করেন মাহমুদুর রহমান মান্না।: [56, 781, 402, 981]
article-paragraph: সলিসিটর কার্যালয় থেকে পৃথক পৃথক প্রজ্ঞাপন জারি করা হয়েছে। প্রজ্ঞাপনে বলা হয়েছে, জনস্বার্থে তাদের নিয়োগ আদেশ বাতিলক্রমে দায়িত্ব থেকে অব্যাহতি দেওয়া হলো। এ আদেশ অবিলম্বে কার্যকর হবে। উল্লেখ্য, ডেপুটি অ্যাটর্নি জেনারেল ও সহকারী অ্যাটর্নি জেনারেলরা সুপ্রিম কোর্টের আপিল ও হাইকোর্ট বিভাগে রাষ্ট্রপক্ষের আইনজীবী হিসেবে মামলা পরিচালনা করে থাকেন।: [56, 564, 402, 649]
headline-rule-right: [997, 1899, 1125, 1904]
article-paragraph: কমিশনের পূর্ণাঙ্গ রিপোর্ট জনসম্মুখে প্রকাশ করতে হবে; পিলখানা হত্যাকাণ্ডের ঘটনায় ঢাকার পিলখানাসহ ঢাকার বাইরে সারা দেশের বিডিআর ইউনিটগুলোতে বিশেষ আদালত এবং ডিজি ও অধিনায়কের সামারি কোর্টের মাধ্যমে চাকরিচ্যুত ও ক্ষতিগ্রস্ত (৭৬ ব্যাচসহ) প্রায় ১৮,৫১৯ জন বিডিআর সদস্যকে চাকরিতে পুনর্বহাল করতে হবে এবং রাষ্ট্রীয় সুযোগ-সুবিধাসহ পূর্ণ ক্ষতিপূরণ নিশ্চিত করতে হবে; কমিশন কর্তৃক চিহ্নিত প্রকৃত অপরাধীদের আইনের আওতায় আনতে হবে এবং সাজানো তদন্ত ও মিথ্যা সাক্ষীর সাক্ষ্যের ভিত্তিতে দণ্ডিত হয়ে বর্তমানে দীর্ঘ প্রায় ১৭ বছর ধরে কারাবন্দি নিরপরাধ বিডিআর সদস্যদের অবিলম্বে মুক্তি দিতে হবে। এ সময় উপস্থিত ছিলেন বিডিআর কল্যাণ পরিষদের সভাপতি মো. ফয়জুল আলম, বৈষম্যবিরোধী ছাত্র আন্দোলনের অন্যতম সমন্বয়ক মাহিন, মঞ্চ-২৪ এর আহ্বায়ক ফাহিম ফারুকী এবং তাঁতি দলের কেন্দ্রীয় কমিটির যুগ্ম সম্পাদক মনিরুজ্জামানসহ বিডিআরের চাকরিচ্যুত সদস্যরা।: [1138, 477, 1484, 662]
article-headline: হাদির হত্যাকারীদের গ্রেফতারের: [1152, 863, 1471, 894]
article-paragraph: এ নির্দেশনা প্রদান করেন তিনি। আইজিপি বলেন, নির্বাচন সংক্রান্ত কোনো ধরনের বিশৃঙ্খলার উদ্ভব হলে তাৎক্ষণিকভাবে কঠোর আইনানুগ ব্যবস্থা গ্রহণ করতে হবে। প্রাক-নির্বাচনি আইনশৃঙ্খলা রক্ষায় পুলিশের দৃশ্যমান উপস্থিতি বাড়াতে হবে। পুলিশের টহল ছাড়াও চেকপোস্টের মাধ্যমে তল্লাশি জোরদার করতে হবে। পুলিশ প্রধান থানা থেকে লুণ্ঠিত অস্ত্র উদ্ধার তৎপরতা বাড়াতে মাঠ পর্যায়ের পুলিশ কর্মকর্তাদের নির্দেশ দেন।: [56, 1286, 402, 1372]
article-paragraph: স্টল ও প্যাভিলিয়নের অংশগ্রহণ থাকায় মেলাটি আন্তর্জাতিক বাণিজ্য মেলা হিসেবেই বিবেচিত হবে। এবারের বাণিজ্য মেলায় অনলাইনে বিভিন্ন ক্যাটাগরির স্টল ও প্যাভিলিয়ন স্পেস বরাদ্দ দেওয়া হয়েছে। মেলায় ই-টিকিটিং (অন-স্পট টিকিট ক্রয় ব্যবস্থার পাশাপাশি অনলাইনে টিকিট ক্রয়পূর্বক কিউআর কোড স্ক্যান করে মেলায় প্রবেশ)-এর ব্যবস্থা করা হয়েছে। এছাড়াও ক্রেতা-দর্শনার্থীদের যাতায়াতের সুবিধার্থে বিআরটিসির ডেডিকেটেড বাস সার্ভিসের পাশাপাশি যুক্ত হচ্ছে কনসেশনাল রেটে 'পাঠাও' সার্ভিস। তিনি আরও বলেন, এ বছর প্রথমবারের মতো মেলায় চালু হচ্ছে 'এক্সপোর্ট এনক্লেভ', যেখানে 'বেস্ট অব বাংলাদেশ' শিরোনামে চামড়া ও জুতা, লাইট ইঞ্জিনিয়ারিংসহ ৭টি রপ্তানিমুখী খাতের সেরা পণ্য প্রদর্শন করা হবে। বিদেশি ক্রেতাদের সঙ্গে যোগাযোগ বাড়ানোই এই উদ্যোগের মূল লক্ষ্য। বাণিজ্য সচিব বলেন, এবারের বাণিজ্য মেলায় ৫২ এর ভাষা আন্দোলন, বাংলাদেশের মহান মুক্তিযুদ্ধ এবং ২০২৪ এর জুলাই আন্দোলনে আহত ও শহীদদের স্মরণে স্থিরচিত্র প্রদর্শনের জন্য বাংলাদেশ স্কয়ার নির্মাণ করা হয়েছে। এছাড়াও মেলায় খাতভিত্তিক সেমিনার ও ওয়ার্কশপ আয়োজন করা হবে। যেখানে বাংলাদেশের পণ্যের গুণগত মান ও আন্তর্জাতিক কমপ্লায়েন্স তুলে ধরা হবে। তিনি বলেন, বিদেশি উদ্যোক্তা ও প্রতিষ্ঠানের সুবিধার্থে থাকছে ইলেক্ট্রনিক্স ও ফার্নিচার জোন। সিনিয়র সিটিজেনদের জন্য তৈরি করা হয়েছে সিটিং কর্নার। শিশুদের নির্মল বিনোদনের জন্য থাকছে শিশু পার্ক।: [1138, 1538, 1484, 1825]
article-paragraph: সোনাইমুড়ী (নোয়াখালী) প্রতিনিধি জানান, ত্রয়োদশ জাতীয় সংসদ নির্বাচনকে কেন্দ্র করে নোয়াখালী-১ (চাটখিল- সোনাইমুড়ী আংশিক) আসনে বাংলাদেশ জাতীয়তাবাদী দল (বিএনপি) মনোনীত প্রার্থী, সুপ্রিম কোর্ট বার এসোসিয়েশনের সভাপতি ও সাবেক সংসদ সদস্য মনোনয়নপত্র জমা দেন।: [901, 665, 1125, 765]
date-bengali: ঢাকা মঙ্গলবার ১৫ পৌষ ১৪৩২: [187, 65, 400, 98]
continued-from-label: শেষ পাতার পর: [195, 767, 263, 781]
article-headline: নির্বাচনে পোস্টাল ভোট: [110, 649, 347, 680]
